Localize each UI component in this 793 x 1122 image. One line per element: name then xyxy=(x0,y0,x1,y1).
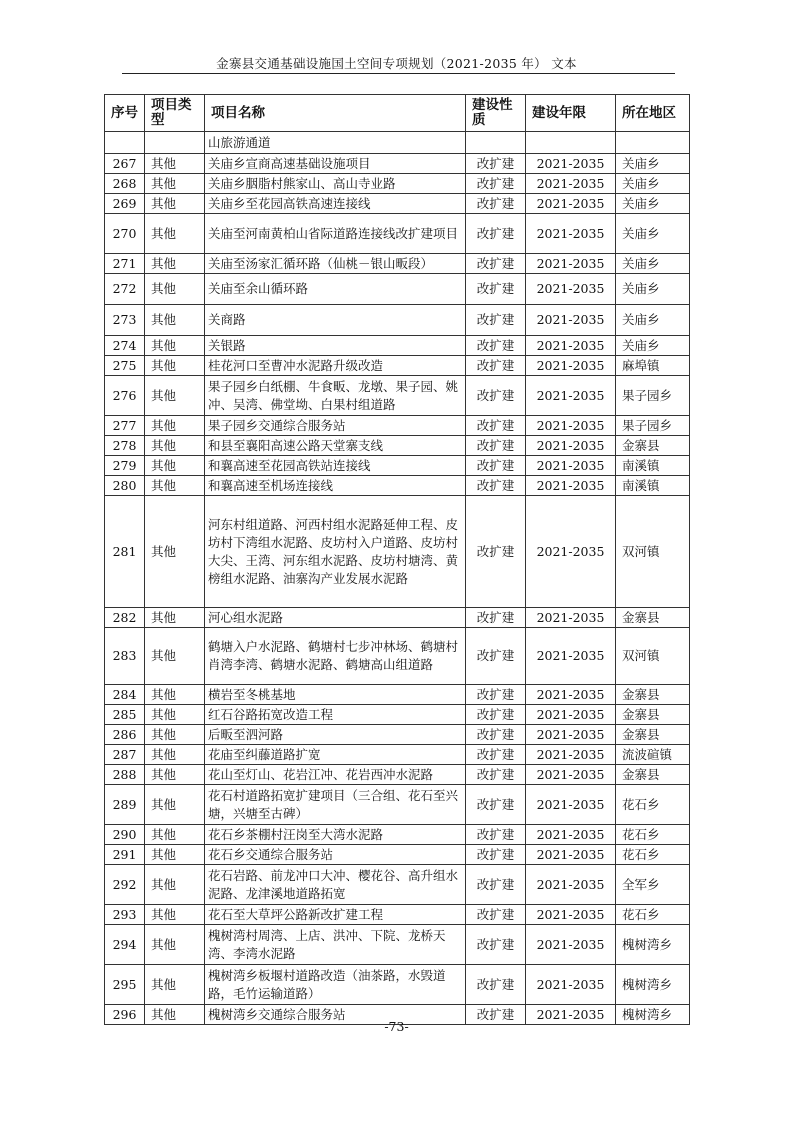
cell-region: 金寨县 xyxy=(616,608,690,628)
cell-type: 其他 xyxy=(145,356,205,376)
cell-region xyxy=(616,132,690,154)
cell-nature: 改扩建 xyxy=(466,845,526,865)
cell-nature: 改扩建 xyxy=(466,356,526,376)
cell-name: 和襄高速至机场连接线 xyxy=(205,476,466,496)
cell-period: 2021-2035 xyxy=(526,305,616,336)
cell-period: 2021-2035 xyxy=(526,194,616,214)
cell-name: 槐树湾乡交通综合服务站 xyxy=(205,1005,466,1025)
cell-number: 277 xyxy=(105,416,145,436)
page-header: 金寨县交通基础设施国土空间专项规划（2021-2035 年） 文本 xyxy=(216,56,577,71)
cell-type: 其他 xyxy=(145,154,205,174)
cell-region: 金寨县 xyxy=(616,436,690,456)
cell-name: 槐树湾乡板堰村道路改造（油茶路，水毁道路，毛竹运输道路） xyxy=(205,965,466,1005)
cell-region: 关庙乡 xyxy=(616,305,690,336)
cell-type: 其他 xyxy=(145,476,205,496)
cell-nature: 改扩建 xyxy=(466,336,526,356)
cell-nature: 改扩建 xyxy=(466,725,526,745)
cell-period: 2021-2035 xyxy=(526,154,616,174)
cell-name: 鹤塘入户水泥路、鹤塘村七步冲林场、鹤塘村肖湾李湾、鹤塘水泥路、鹤塘高山组道路 xyxy=(205,628,466,685)
cell-period: 2021-2035 xyxy=(526,845,616,865)
cell-nature: 改扩建 xyxy=(466,705,526,725)
cell-name: 果子园乡交通综合服务站 xyxy=(205,416,466,436)
table-row xyxy=(105,608,690,628)
cell-period: 2021-2035 xyxy=(526,865,616,905)
cell-name: 关庙至汤家汇循环路（仙桃－银山畈段） xyxy=(205,254,466,274)
cell-region: 花石乡 xyxy=(616,825,690,845)
cell-type: 其他 xyxy=(145,336,205,356)
cell-type: 其他 xyxy=(145,925,205,965)
cell-number xyxy=(105,132,145,154)
cell-number: 268 xyxy=(105,174,145,194)
cell-number: 267 xyxy=(105,154,145,174)
table-row xyxy=(105,925,690,965)
cell-name: 和襄高速至花园高铁站连接线 xyxy=(205,456,466,476)
cell-number: 278 xyxy=(105,436,145,456)
cell-number: 288 xyxy=(105,765,145,785)
cell-nature: 改扩建 xyxy=(466,608,526,628)
cell-number: 279 xyxy=(105,456,145,476)
cell-period: 2021-2035 xyxy=(526,356,616,376)
cell-name: 花石村道路拓宽扩建项目（三合组、花石至兴塘，兴塘至古碑） xyxy=(205,785,466,825)
cell-nature: 改扩建 xyxy=(466,274,526,305)
cell-name: 关庙乡胭脂村熊家山、高山寺业路 xyxy=(205,174,466,194)
table-row xyxy=(105,965,690,1005)
cell-type: 其他 xyxy=(145,705,205,725)
cell-number: 281 xyxy=(105,496,145,608)
cell-period: 2021-2035 xyxy=(526,705,616,725)
cell-nature: 改扩建 xyxy=(466,925,526,965)
cell-name: 花庙至纠藤道路扩宽 xyxy=(205,745,466,765)
cell-name: 和县至襄阳高速公路天堂寨支线 xyxy=(205,436,466,456)
cell-region: 花石乡 xyxy=(616,905,690,925)
cell-region: 关庙乡 xyxy=(616,274,690,305)
cell-region: 南溪镇 xyxy=(616,476,690,496)
col-header-number: 序号 xyxy=(105,95,145,132)
table-row xyxy=(105,376,690,416)
cell-number: 272 xyxy=(105,274,145,305)
cell-name: 关庙乡宣商高速基础设施项目 xyxy=(205,154,466,174)
cell-region: 花石乡 xyxy=(616,785,690,825)
cell-type: 其他 xyxy=(145,174,205,194)
cell-name: 山旅游通道 xyxy=(205,132,466,154)
table-row xyxy=(105,436,690,456)
cell-type xyxy=(145,132,205,154)
table-row xyxy=(105,476,690,496)
table-row xyxy=(105,705,690,725)
cell-period: 2021-2035 xyxy=(526,628,616,685)
cell-nature: 改扩建 xyxy=(466,456,526,476)
cell-name: 后畈至泗河路 xyxy=(205,725,466,745)
cell-number: 275 xyxy=(105,356,145,376)
cell-period: 2021-2035 xyxy=(526,254,616,274)
cell-name: 花石乡交通综合服务站 xyxy=(205,845,466,865)
cell-region: 槐树湾乡 xyxy=(616,925,690,965)
header-rule xyxy=(122,73,675,74)
table-row xyxy=(105,356,690,376)
cell-nature: 改扩建 xyxy=(466,376,526,416)
cell-nature: 改扩建 xyxy=(466,254,526,274)
cell-name: 果子园乡白纸棚、牛食畈、龙墩、果子园、姚冲、吴湾、佛堂坳、白果村组道路 xyxy=(205,376,466,416)
cell-type: 其他 xyxy=(145,628,205,685)
table-row xyxy=(105,336,690,356)
cell-name: 河东村组道路、河西村组水泥路延伸工程、皮坊村下湾组水泥路、皮坊村入户道路、皮坊村大尖、王湾、河东组水泥路、皮坊村塘湾、黄榜组水泥路、油寨沟产业发展水泥路 xyxy=(205,496,466,608)
cell-type: 其他 xyxy=(145,194,205,214)
table-row xyxy=(105,628,690,685)
cell-number: 286 xyxy=(105,725,145,745)
cell-number: 295 xyxy=(105,965,145,1005)
cell-period: 2021-2035 xyxy=(526,608,616,628)
cell-region: 关庙乡 xyxy=(616,194,690,214)
cell-number: 291 xyxy=(105,845,145,865)
cell-name: 关庙至河南黄柏山省际道路连接线改扩建项目 xyxy=(205,214,466,254)
cell-period: 2021-2035 xyxy=(526,685,616,705)
cell-name: 花石至大草坪公路新改扩建工程 xyxy=(205,905,466,925)
table-row xyxy=(105,496,690,608)
cell-nature: 改扩建 xyxy=(466,628,526,685)
cell-period: 2021-2035 xyxy=(526,476,616,496)
cell-number: 284 xyxy=(105,685,145,705)
cell-period: 2021-2035 xyxy=(526,825,616,845)
cell-period: 2021-2035 xyxy=(526,336,616,356)
table-row xyxy=(105,194,690,214)
cell-nature: 改扩建 xyxy=(466,194,526,214)
cell-type: 其他 xyxy=(145,496,205,608)
cell-region: 果子园乡 xyxy=(616,416,690,436)
cell-period: 2021-2035 xyxy=(526,925,616,965)
cell-region: 关庙乡 xyxy=(616,154,690,174)
cell-nature: 改扩建 xyxy=(466,745,526,765)
cell-name: 红石谷路拓宽改造工程 xyxy=(205,705,466,725)
cell-region: 关庙乡 xyxy=(616,336,690,356)
cell-nature: 改扩建 xyxy=(466,214,526,254)
col-header-region: 所在地区 xyxy=(616,95,690,132)
cell-type: 其他 xyxy=(145,254,205,274)
cell-name: 关商路 xyxy=(205,305,466,336)
cell-name: 花石乡茶棚村汪岗至大湾水泥路 xyxy=(205,825,466,845)
cell-type: 其他 xyxy=(145,416,205,436)
cell-type: 其他 xyxy=(145,905,205,925)
cell-name: 横岩至冬桃基地 xyxy=(205,685,466,705)
cell-region: 花石乡 xyxy=(616,845,690,865)
table-row xyxy=(105,845,690,865)
cell-name: 桂花河口至曹冲水泥路升级改造 xyxy=(205,356,466,376)
cell-period: 2021-2035 xyxy=(526,725,616,745)
cell-type: 其他 xyxy=(145,965,205,1005)
cell-nature: 改扩建 xyxy=(466,965,526,1005)
cell-nature: 改扩建 xyxy=(466,154,526,174)
cell-region: 双河镇 xyxy=(616,496,690,608)
table-row xyxy=(105,725,690,745)
table-row xyxy=(105,274,690,305)
cell-period xyxy=(526,132,616,154)
cell-nature: 改扩建 xyxy=(466,685,526,705)
cell-nature: 改扩建 xyxy=(466,496,526,608)
cell-region: 金寨县 xyxy=(616,765,690,785)
cell-number: 270 xyxy=(105,214,145,254)
cell-nature: 改扩建 xyxy=(466,765,526,785)
cell-type: 其他 xyxy=(145,725,205,745)
cell-type: 其他 xyxy=(145,825,205,845)
table-row xyxy=(105,865,690,905)
cell-name: 花山至灯山、花岩江冲、花岩西冲水泥路 xyxy=(205,765,466,785)
cell-period: 2021-2035 xyxy=(526,436,616,456)
cell-nature: 改扩建 xyxy=(466,905,526,925)
cell-number: 294 xyxy=(105,925,145,965)
cell-period: 2021-2035 xyxy=(526,174,616,194)
cell-period: 2021-2035 xyxy=(526,905,616,925)
cell-type: 其他 xyxy=(145,436,205,456)
cell-name: 槐树湾村周湾、上店、洪冲、下院、龙桥天湾、李湾水泥路 xyxy=(205,925,466,965)
cell-region: 南溪镇 xyxy=(616,456,690,476)
cell-number: 287 xyxy=(105,745,145,765)
cell-period: 2021-2035 xyxy=(526,965,616,1005)
cell-type: 其他 xyxy=(145,608,205,628)
table-row xyxy=(105,905,690,925)
cell-region: 关庙乡 xyxy=(616,214,690,254)
table-row xyxy=(105,416,690,436)
cell-name: 河心组水泥路 xyxy=(205,608,466,628)
cell-period: 2021-2035 xyxy=(526,274,616,305)
cell-region: 全军乡 xyxy=(616,865,690,905)
cell-nature: 改扩建 xyxy=(466,825,526,845)
cell-number: 290 xyxy=(105,825,145,845)
table-row xyxy=(105,745,690,765)
cell-period: 2021-2035 xyxy=(526,1005,616,1025)
col-header-type: 项目类型 xyxy=(145,95,205,132)
cell-type: 其他 xyxy=(145,785,205,825)
cell-type: 其他 xyxy=(145,214,205,254)
table-row xyxy=(105,174,690,194)
table-row xyxy=(105,154,690,174)
cell-type: 其他 xyxy=(145,865,205,905)
cell-region: 槐树湾乡 xyxy=(616,965,690,1005)
table-row xyxy=(105,305,690,336)
cell-nature: 改扩建 xyxy=(466,785,526,825)
cell-nature: 改扩建 xyxy=(466,416,526,436)
cell-region: 金寨县 xyxy=(616,725,690,745)
table-row xyxy=(105,765,690,785)
project-table xyxy=(104,94,690,1025)
cell-region: 关庙乡 xyxy=(616,174,690,194)
continuation-row xyxy=(105,132,690,154)
cell-region: 果子园乡 xyxy=(616,376,690,416)
table-row xyxy=(105,825,690,845)
cell-number: 293 xyxy=(105,905,145,925)
cell-number: 274 xyxy=(105,336,145,356)
cell-region: 双河镇 xyxy=(616,628,690,685)
cell-period: 2021-2035 xyxy=(526,785,616,825)
table-row xyxy=(105,214,690,254)
cell-nature: 改扩建 xyxy=(466,1005,526,1025)
page-number: -73- xyxy=(384,1019,409,1034)
table-header-row xyxy=(105,95,690,132)
cell-number: 269 xyxy=(105,194,145,214)
cell-type: 其他 xyxy=(145,1005,205,1025)
cell-period: 2021-2035 xyxy=(526,416,616,436)
cell-type: 其他 xyxy=(145,685,205,705)
cell-number: 282 xyxy=(105,608,145,628)
cell-region: 麻埠镇 xyxy=(616,356,690,376)
cell-type: 其他 xyxy=(145,845,205,865)
table-row xyxy=(105,254,690,274)
col-header-period: 建设年限 xyxy=(526,95,616,132)
cell-nature: 改扩建 xyxy=(466,174,526,194)
cell-nature xyxy=(466,132,526,154)
cell-number: 276 xyxy=(105,376,145,416)
cell-type: 其他 xyxy=(145,305,205,336)
cell-number: 273 xyxy=(105,305,145,336)
cell-type: 其他 xyxy=(145,456,205,476)
col-header-nature: 建设性质 xyxy=(466,95,526,132)
cell-region: 槐树湾乡 xyxy=(616,1005,690,1025)
cell-type: 其他 xyxy=(145,765,205,785)
cell-type: 其他 xyxy=(145,274,205,305)
cell-number: 271 xyxy=(105,254,145,274)
cell-period: 2021-2035 xyxy=(526,745,616,765)
cell-type: 其他 xyxy=(145,376,205,416)
cell-type: 其他 xyxy=(145,745,205,765)
cell-name: 关庙乡至花园高铁高速连接线 xyxy=(205,194,466,214)
cell-number: 296 xyxy=(105,1005,145,1025)
cell-region: 金寨县 xyxy=(616,705,690,725)
cell-period: 2021-2035 xyxy=(526,376,616,416)
cell-period: 2021-2035 xyxy=(526,214,616,254)
cell-name: 花石岩路、前龙冲口大冲、樱花谷、高升组水泥路、龙津溪地道路拓宽 xyxy=(205,865,466,905)
cell-number: 283 xyxy=(105,628,145,685)
cell-nature: 改扩建 xyxy=(466,436,526,456)
cell-region: 金寨县 xyxy=(616,685,690,705)
col-header-name: 项目名称 xyxy=(205,95,466,132)
cell-period: 2021-2035 xyxy=(526,496,616,608)
cell-nature: 改扩建 xyxy=(466,476,526,496)
cell-number: 289 xyxy=(105,785,145,825)
cell-period: 2021-2035 xyxy=(526,456,616,476)
cell-name: 关银路 xyxy=(205,336,466,356)
cell-nature: 改扩建 xyxy=(466,865,526,905)
cell-number: 292 xyxy=(105,865,145,905)
cell-name: 关庙至余山循环路 xyxy=(205,274,466,305)
table-row xyxy=(105,685,690,705)
table-row xyxy=(105,785,690,825)
cell-number: 285 xyxy=(105,705,145,725)
cell-number: 280 xyxy=(105,476,145,496)
cell-region: 关庙乡 xyxy=(616,254,690,274)
cell-nature: 改扩建 xyxy=(466,305,526,336)
cell-region: 流波碹镇 xyxy=(616,745,690,765)
cell-period: 2021-2035 xyxy=(526,765,616,785)
table-row xyxy=(105,456,690,476)
